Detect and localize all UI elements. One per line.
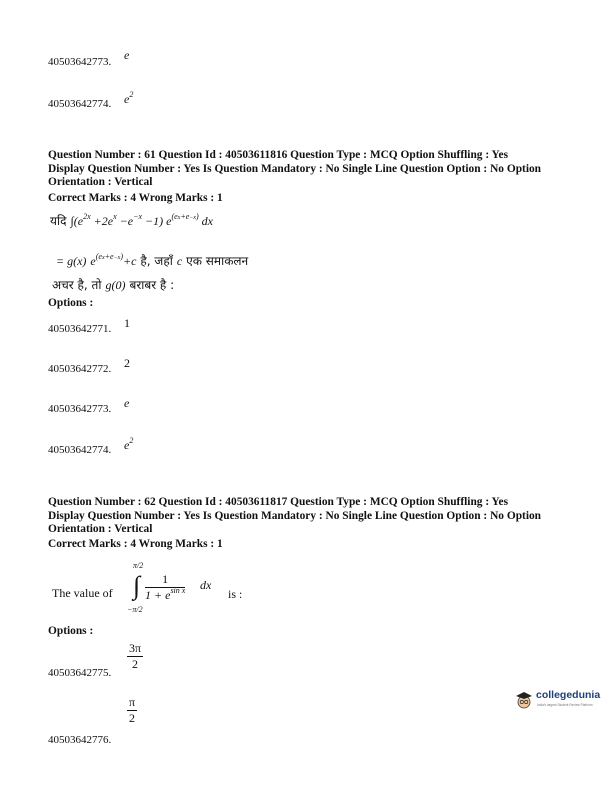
option-id: 40503642774.: [48, 444, 112, 456]
question-header-62: Question Number : 62 Question Id : 40503611817 Question Type : MCQ Option Shuffling : Yes Display Question Number : Yes Is Question Mandatory : No Single Line Question Option : No Option Orientation : Vertical: [48, 496, 542, 535]
option-id: 40503642774.: [48, 98, 112, 110]
upper-limit: π/2: [133, 561, 144, 570]
option-fraction: $\frac{3\pi}{2}$: [129, 641, 142, 671]
marks-61: Correct Marks : 4 Wrong Marks : 1: [48, 192, 223, 204]
question-stem-prefix: The value of: [52, 586, 113, 600]
brand-tagline: India's largest Student Review Platform: [537, 703, 593, 707]
dx: dx: [200, 578, 212, 592]
option-value: $e^2$: [124, 436, 134, 452]
question-stem-line2: = g(x) $e^{(ex+e-x)}+c$ है, जहाँ c एक समाकलन: [56, 252, 249, 268]
option-value: e: [124, 48, 130, 62]
question-stem-line1: यदि $\int(e^{2x} +2e^x -e^{-x} -1)$ $e^{(ex+e-x)}$ dx: [50, 212, 213, 228]
option-id: 40503642773.: [48, 56, 112, 68]
option-value: 1: [124, 316, 130, 330]
marks-62: Correct Marks : 4 Wrong Marks : 1: [48, 538, 223, 550]
options-label: Options :: [48, 297, 94, 309]
collegedunia-logo: [514, 688, 600, 714]
option-id: 40503642771.: [48, 323, 112, 335]
option-fraction: $\frac{\pi}{2}$: [129, 695, 136, 725]
question-stem-suffix: is :: [228, 587, 243, 601]
option-id: 40503642775.: [48, 667, 112, 679]
lower-limit: −π/2: [127, 605, 143, 614]
option-value: 2: [124, 356, 130, 370]
option-id: 40503642776.: [48, 734, 112, 746]
option-value: $e^2$: [124, 90, 134, 106]
graduate-icon: [514, 690, 534, 710]
options-label: Options :: [48, 625, 94, 637]
option-value: e: [124, 396, 130, 410]
integral-expression: [127, 561, 237, 621]
integral-sign: ∫: [133, 571, 141, 600]
question-header-61: Question Number : 61 Question Id : 40503611816 Question Type : MCQ Option Shuffling : Yes Display Question Number : Yes Is Question Mandatory : No Single Line Question Option : No Option Orientation : Vertical: [48, 149, 542, 188]
integrand-fraction: 1 $1 + e^{sin x}$: [145, 572, 186, 602]
option-id: 40503642773.: [48, 403, 112, 415]
brand-name: collegedunia: [536, 689, 601, 701]
question-stem-line3: अचर है, तो g(0) बराबर है :: [52, 278, 175, 292]
option-id: 40503642772.: [48, 363, 112, 375]
